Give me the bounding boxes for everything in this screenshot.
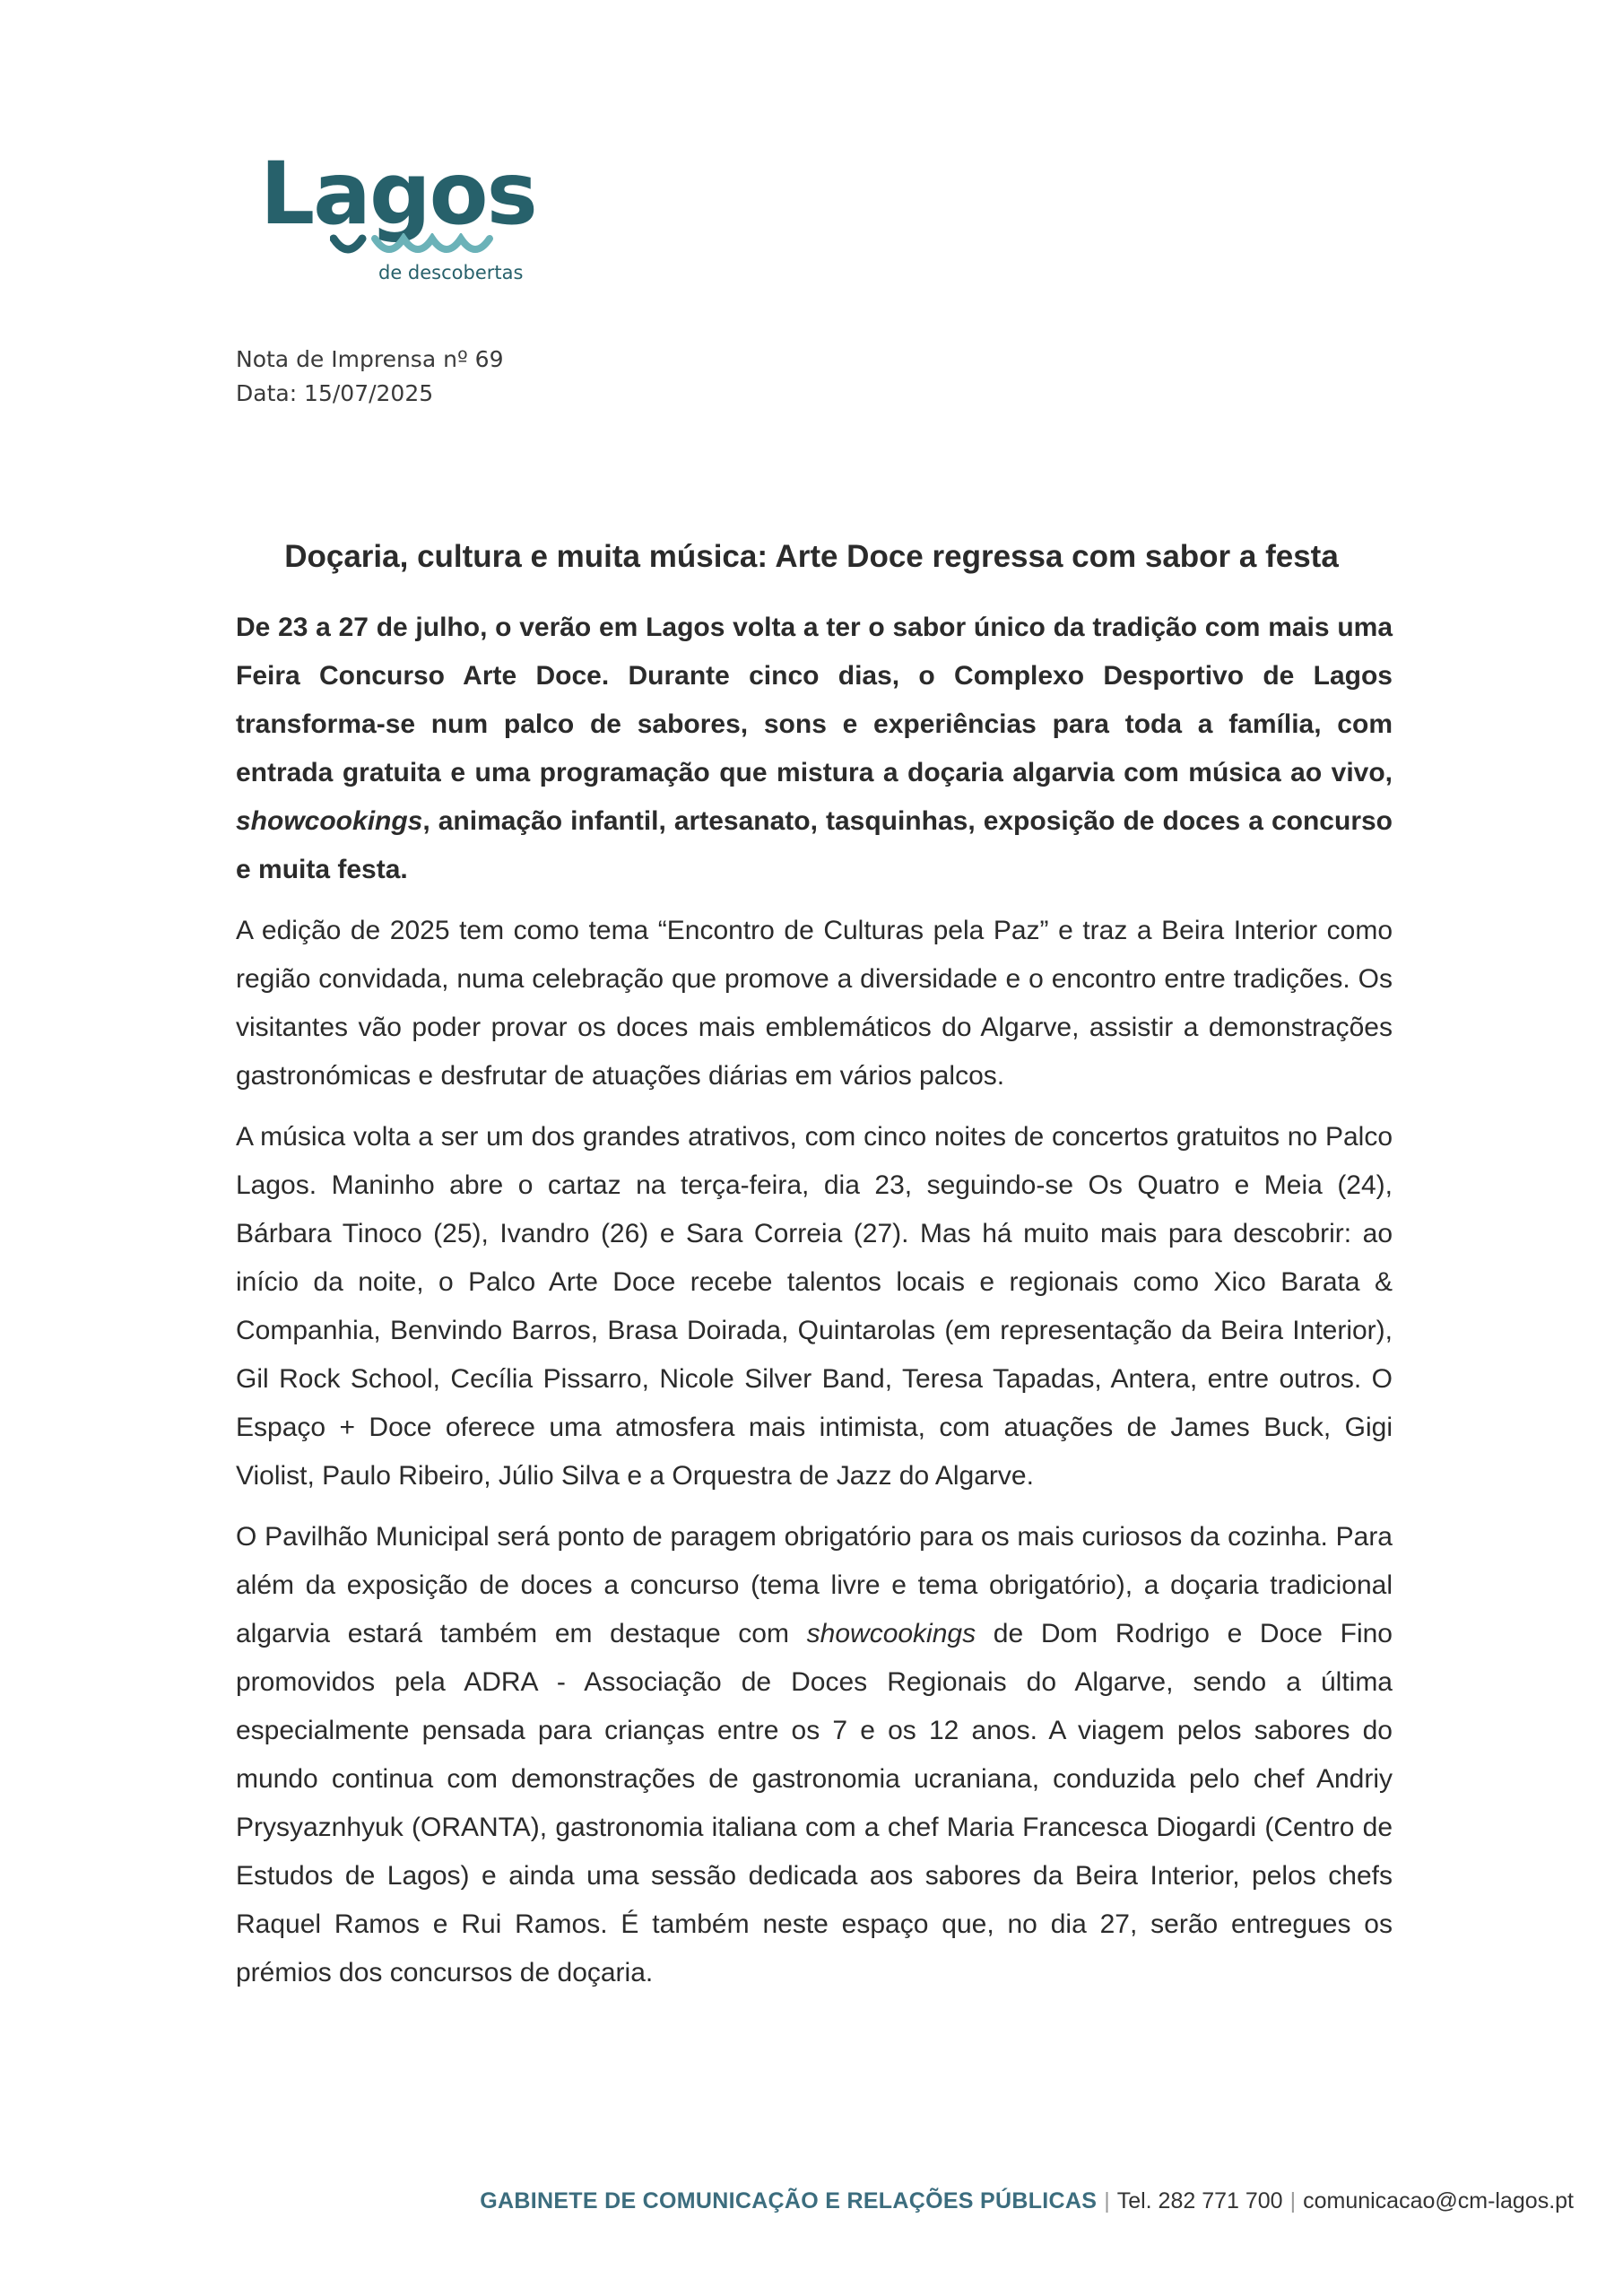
paragraph-theme: A edição de 2025 tem como tema “Encontro de Culturas pela Paz” e traz a Beira Interior como região convidada, numa celebração que promove a diversidade e o encontro entre tradições. Os visitantes vão poder provar os doces mais emblemáticos do Algarve, assistir a demonstrações gastronómicas e desfrutar de atuações diárias em vários palcos. (236, 916, 1393, 1091)
waves-icon (330, 233, 509, 260)
footer-separator: | (1104, 2188, 1110, 2213)
footer-phone: Tel. 282 771 700 (1116, 2188, 1283, 2213)
press-note-meta (236, 343, 504, 411)
pavilion-emphasis: showcookings (806, 1619, 976, 1648)
pavilion-text-2: de Dom Rodrigo e Doce Fino promovidos pela ADRA - Associação de Doces Regionais do Algarve, sendo a última especialmente pensada para crianças entre os 7 e os 12 anos. A viagem pelos sabores do mundo continua com demonstrações de gastronomia ucraniana, conduzida pelo chef Andriy Prysyaznhyuk (ORANTA), gastronomia italiana com a chef Maria Francesca Diogardi (Centro de Estudos de Lagos) e ainda uma sessão dedicada aos sabores da Beira Interior, pelos chefs Raquel Ramos e Rui Ramos. É também neste espaço que, no dia 27, serão entregues os prémios dos concursos de doçaria. (236, 1619, 1393, 1987)
lead-paragraph (236, 604, 1393, 894)
lead-text-2: , animação infantil, artesanato, tasquinhas, exposição de doces a concurso e muita festa. (236, 806, 1393, 884)
footer-separator: | (1289, 2188, 1297, 2213)
lagos-logo (260, 144, 565, 294)
press-note-date: Data: 15/07/2025 (236, 380, 434, 406)
logo-wordmark: Lagos (260, 144, 536, 244)
article-body (236, 604, 1393, 2010)
press-note-number: Nota de Imprensa nº 69 (236, 346, 504, 372)
paragraph-pavilion (236, 1513, 1393, 1997)
footer-department: GABINETE DE COMUNICAÇÃO E RELAÇÕES PÚBLICAS (480, 2188, 1098, 2213)
footer-email: comunicacao@cm-lagos.pt (1303, 2188, 1574, 2213)
paragraph-music: A música volta a ser um dos grandes atrativos, com cinco noites de concertos gratuitos no Palco Lagos. Maninho abre o cartaz na terça-feira, dia 23, seguindo-se Os Quatro e Meia (24), Bárbara Tinoco (25), Ivandro (26) e Sara Correia (27). Mas há muito mais para descobrir: ao início da noite, o Palco Arte Doce recebe talentos locais e regionais como Xico Barata & Companhia, Benvindo Barros, Brasa Doirada, Quintarolas (em representação da Beira Interior), Gil Rock School, Cecília Pissarro, Nicole Silver Band, Teresa Tapadas, Antera, entre outros. O Espaço + Doce oferece uma atmosfera mais intimista, com atuações de James Buck, Gigi Violist, Paulo Ribeiro, Júlio Silva e a Orquestra de Jazz do Algarve. (236, 1122, 1393, 1491)
footer-contacts (480, 2188, 1574, 2214)
pavilion-text-1: O Pavilhão Municipal será ponto de paragem obrigatório para os mais curiosos da cozinha. Para além da exposição de doces a concurso (tema livre e tema obrigatório), a doçaria tradicional algarvia estará também em destaque com (236, 1522, 1393, 1648)
logo-tagline: de descobertas (378, 262, 524, 283)
lead-emphasis: showcookings (236, 806, 423, 836)
article-title: Doçaria, cultura e muita música: Arte Doce regressa com sabor a festa (284, 539, 1339, 574)
lead-text-1: De 23 a 27 de julho, o verão em Lagos volta a ter o sabor único da tradição com mais uma Feira Concurso Arte Doce. Durante cinco dias, o Complexo Desportivo de Lagos transforma-se num palco de sabores, sons e experiências para toda a família, com entrada gratuita e uma programação que mistura a doçaria algarvia com música ao vivo, (236, 613, 1393, 787)
